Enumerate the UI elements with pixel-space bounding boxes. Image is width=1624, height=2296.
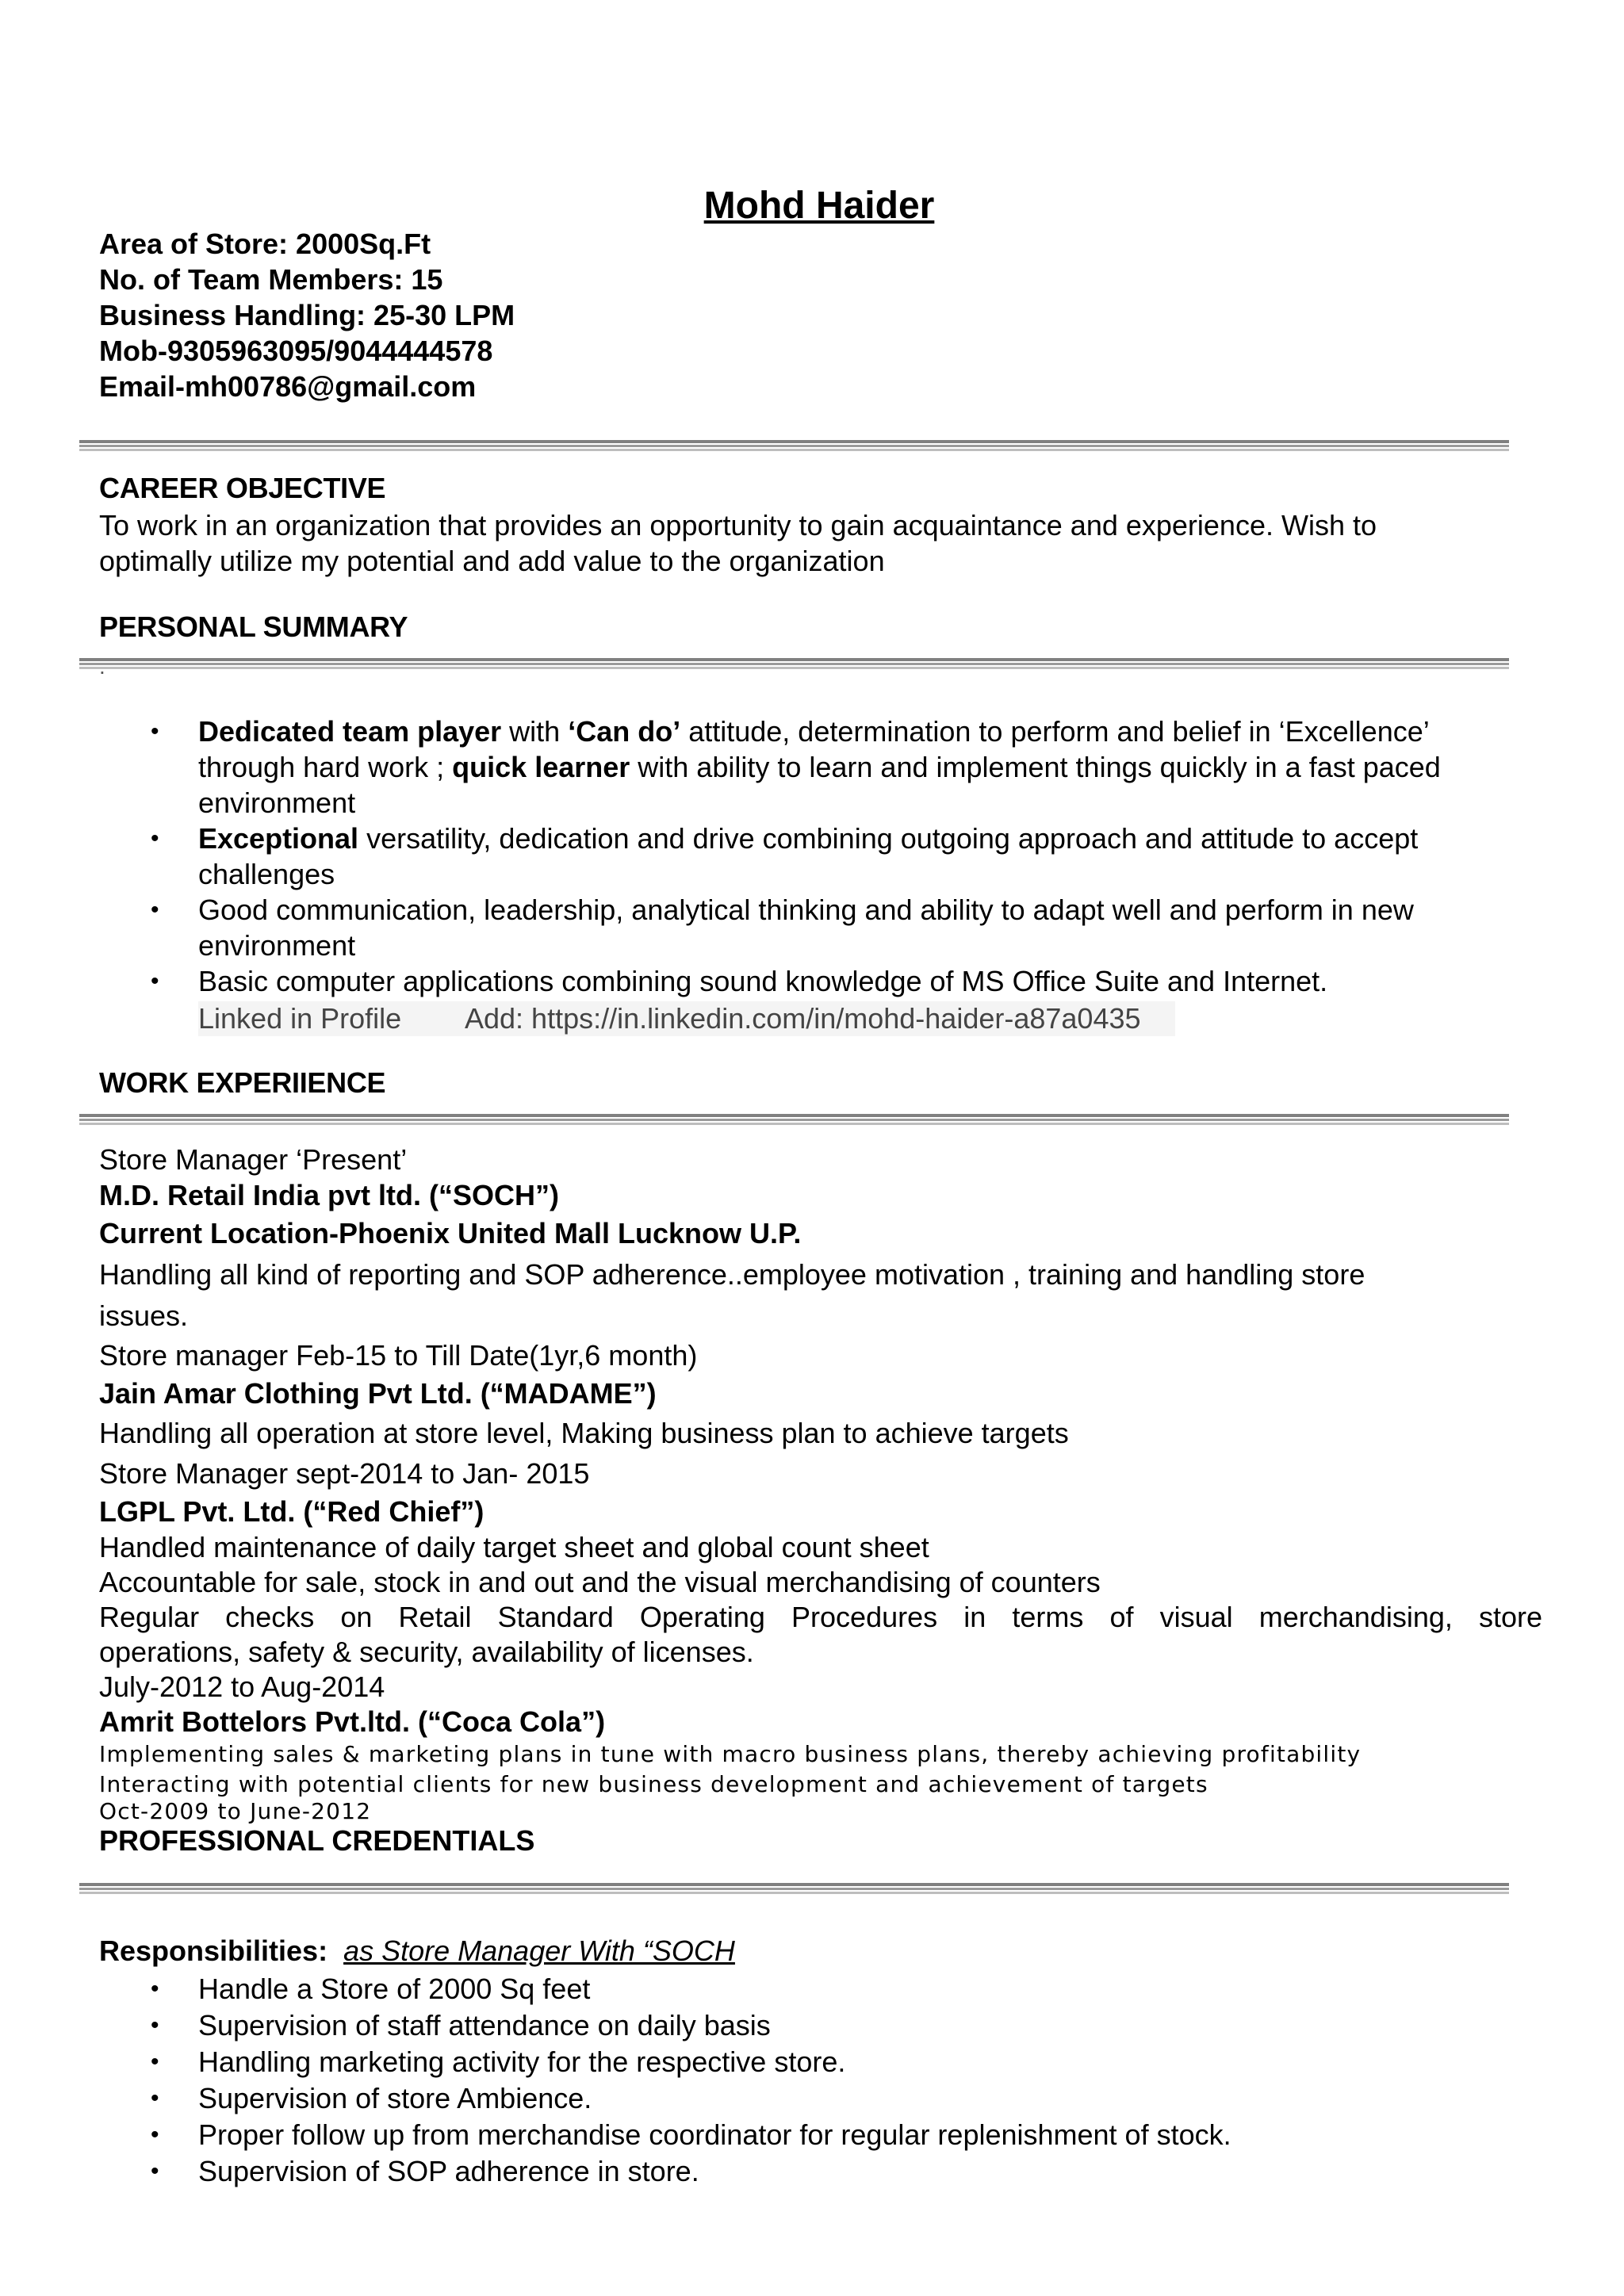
career-objective-text: To work in an organization that provides an opportunity to gain acquaintance and experience. Wish to optimally utilize my potential and add value to the organization xyxy=(99,509,1377,577)
personal-summary-heading: PERSONAL SUMMARY xyxy=(99,610,408,643)
list-item: • Good communication, leadership, analytical thinking and ability to adapt well and perform in new environment xyxy=(151,894,1414,962)
professional-credentials-heading: PROFESSIONAL CREDENTIALS xyxy=(99,1824,535,1857)
list-item: • Supervision of staff attendance on daily basis xyxy=(143,2007,1231,2044)
bullet-icon: • xyxy=(151,2049,159,2075)
bullet-icon: • xyxy=(151,2085,159,2111)
section-divider xyxy=(79,440,1509,451)
linkedin-label: Linked in Profile xyxy=(198,1002,402,1035)
candidate-name: Mohd Haider xyxy=(703,185,935,227)
linkedin-url[interactable]: Add: https://in.linkedin.com/in/mohd-haider-a87a0435 xyxy=(465,1002,1141,1035)
mobile-number: Mob-9305963095/9044444578 xyxy=(99,335,493,367)
linkedin-profile[interactable] xyxy=(198,1001,1175,1036)
list-item: • Supervision of SOP adherence in store. xyxy=(143,2153,1231,2190)
career-objective-heading: CAREER OBJECTIVE xyxy=(99,472,386,504)
email-address: Email-mh00786@gmail.com xyxy=(99,370,477,403)
bullet-icon: • xyxy=(151,1976,159,2002)
list-item: • Exceptional versatility, dedication and drive combining outgoing approach and attitude to accept challenges xyxy=(151,822,1419,890)
list-item: • Dedicated team player with ‘Can do’ attitude, determination to perform and belief in ‘Excellence’ through hard work ; quick learner with ability to learn and implement things quickly in a fast paced environment xyxy=(151,715,1441,819)
list-item: • Handling marketing activity for the respective store. xyxy=(143,2044,1231,2080)
responsibilities-list xyxy=(143,1971,1231,2190)
responsibilities-title: Responsibilities: as Store Manager With “SOCH xyxy=(99,1934,735,1967)
list-item: • Proper follow up from merchandise coordinator for regular replenishment of stock. xyxy=(143,2117,1231,2153)
summary-list xyxy=(143,714,1441,999)
section-divider xyxy=(79,658,1509,669)
work-experience-heading: WORK EXPERIIENCE xyxy=(99,1066,386,1099)
work-experience-body: Store Manager ‘Present’ M.D. Retail India pvt ltd. (“SOCH”) Current Location-Phoenix United Mall Lucknow U.P. Handling all kind of reporting and SOP adherence..employee motivation , training and handling store issues. Store manager Feb-15 to Till Date(1yr,6 month) Jain Amar Clothing Pvt Ltd. (“MADAME”) Handling all operation at store level, Making business plan to achieve targets Store Manager sept-2014 to Jan- 2015 LGPL Pvt. Ltd. (“Red Chief”) Handled maintenance of daily target sheet and global count sheet Accountable for sale, stock in and out and the visual merchandising of counters Regular checks on Retail Standard Operating Procedures in terms of visual merchandising, store operations, safety & security, availability of licenses. July-2012 to Aug-2014 Amrit Bottelors Pvt.ltd. (“Coca Cola”) Implementing sales & marketing plans in tune with macro business plans, thereby achieving profitability Interacting with potential clients for new business development and achievement of targets Oct-2009 to June-2012 PROFESSIONAL CREDENTIALS xyxy=(99,1143,1542,1857)
section-divider xyxy=(79,1114,1509,1125)
store-area: Area of Store: 2000Sq.Ft xyxy=(99,228,431,260)
list-item: • Basic computer applications combining sound knowledge of MS Office Suite and Internet. xyxy=(151,965,1328,997)
list-item: • Handle a Store of 2000 Sq feet xyxy=(143,1971,1231,2007)
section-divider xyxy=(79,1883,1509,1894)
bullet-icon: • xyxy=(151,825,159,851)
business-handling: Business Handling: 25-30 LPM xyxy=(99,299,515,331)
bullet-icon: • xyxy=(151,968,159,994)
bullet-icon: • xyxy=(151,718,159,744)
bullet-icon: • xyxy=(151,2012,159,2038)
bullet-icon: • xyxy=(151,897,159,923)
stray-mark: . xyxy=(99,654,105,679)
list-item: • Supervision of store Ambience. xyxy=(143,2080,1231,2117)
bullet-icon: • xyxy=(151,2158,159,2184)
contact-block xyxy=(99,226,515,404)
team-members: No. of Team Members: 15 xyxy=(99,263,443,296)
bullet-icon: • xyxy=(151,2122,159,2148)
